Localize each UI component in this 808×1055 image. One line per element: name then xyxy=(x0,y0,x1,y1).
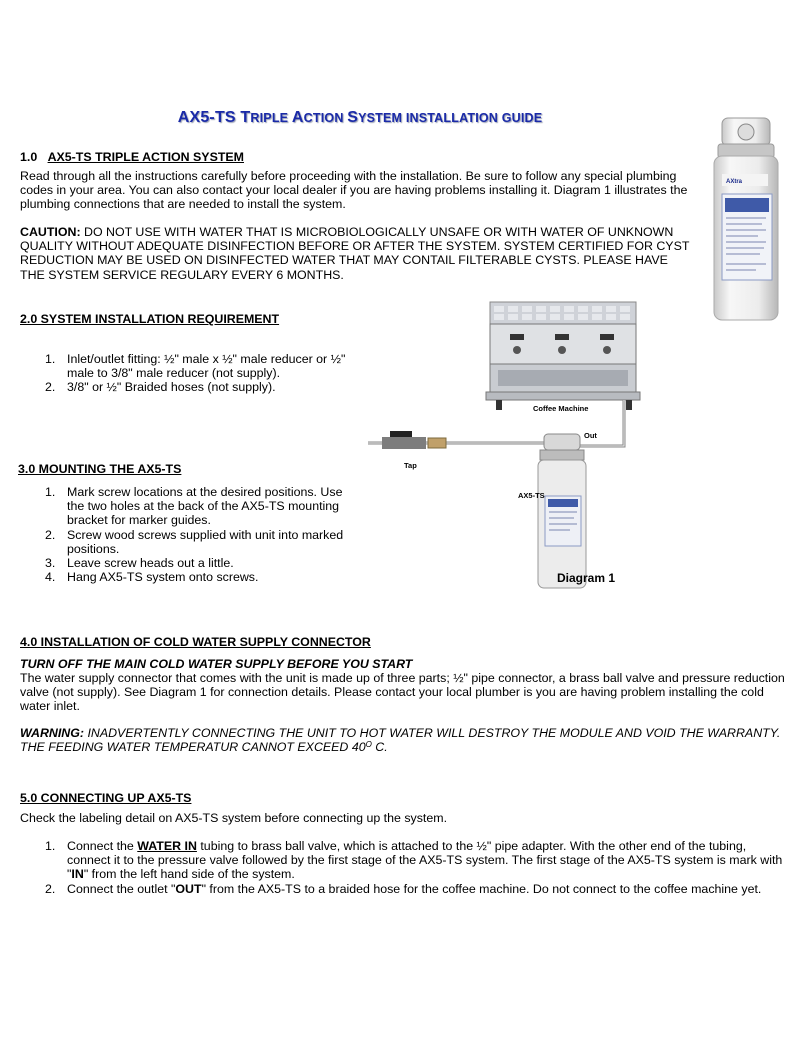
section-4-heading: 4.0 INSTALLATION OF COLD WATER SUPPLY CONNECTOR xyxy=(20,635,371,649)
list-item: 2. 3/8" or ½" Braided hoses (not supply). xyxy=(45,380,276,395)
warning-paragraph: WARNING: INADVERTENTLY CONNECTING THE UNIT TO HOT WATER WILL DESTROY THE MODULE AND VOID THE WARRANTY. THE FEEDING WATER TEMPERATUR CANNOT EXCEED $40^O$ C. xyxy=(20,726,781,755)
list-item: 2. Screw wood screws supplied with unit into marked positions. xyxy=(45,527,344,556)
section-3-heading: 3.0 MOUNTING THE AX5-TS xyxy=(18,462,182,476)
list-item: 1. Inlet/outlet fitting: ½" male x ½" male reducer or ½" male to 3/8" male reducer (not supply). xyxy=(45,352,346,381)
section-4-subheading: TURN OFF THE MAIN COLD WATER SUPPLY BEFORE YOU START xyxy=(20,657,413,671)
section-2-heading: 2.0 SYSTEM INSTALLATION REQUIREMENT xyxy=(20,312,280,326)
coffee-machine-label: Coffee Machine xyxy=(533,404,589,413)
list-item: 3. Leave screw heads out a little. xyxy=(45,556,234,571)
section-1-intro: Read through all the instructions carefully before proceeding with the installation. Be sure to follow any special plumbing codes in your area. You can also contact your local dealer if you are having problems installing it. Diagram 1 illustrates the plumbing connections that are needed to install the system. xyxy=(20,169,688,212)
page-title: AX5-TS TRIPLE ACTION SYSTEM INSTALLATION GUIDE xyxy=(177,109,543,126)
svg-text:AXtra: AXtra xyxy=(726,179,743,185)
caution-paragraph: CAUTION: DO NOT USE WITH WATER THAT IS MICROBIOLOGICALLY UNSAFE OR WITH WATER OF UNKNOWN QUALITY WITHOUT ADEQUATE DISINFECTION BEFORE OR AFTER THE SYSTEM. SYSTEM CERTIFIED FOR CYST REDUCTION MAY BE USED ON DISINFECTED WATER THAT MAY CONTAIL FILTERABLE CYSTS. PLEASE HAVE THE SYSTEM SERVICE REGULARY EVERY 6 MONTHS. xyxy=(20,225,690,282)
ax5-ts-unit-image xyxy=(538,434,586,588)
list-item: 4. Hang AX5-TS system onto screws. xyxy=(45,570,259,585)
diagram-1 xyxy=(360,300,660,600)
diagram-caption: Diagram 1 xyxy=(557,571,616,585)
tap-label: Tap xyxy=(404,461,417,470)
requirements-list xyxy=(20,352,350,395)
list-item: 1. Connect the WATER IN tubing to brass ball valve, which is attached to the ½" pipe adapter. With the other end of the tubing, connect it to the pressure valve followed by the first stage of the AX5-TS system. The first stage of the AX5-TS system is mark with "IN" from the left hand side of the system. xyxy=(45,839,783,882)
filter-cartridge-image xyxy=(708,114,784,326)
out-label: Out xyxy=(584,431,597,440)
section-5-intro: Check the labeling detail on AX5-TS system before connecting up the system. xyxy=(20,811,448,825)
unit-label: AX5-TS xyxy=(518,491,545,500)
section-4-text: The water supply connector that comes with the unit is made up of three parts; ½" pipe connector, a brass ball valve and pressure reduction valve (not supply). See Diagram 1 for connection details. Please contact your local plumber is you are having problem installing the cold water inlet. xyxy=(20,671,785,714)
list-item: 2. Connect the outlet "OUT" from the AX5-TS to a braided hose for the coffee machine. Do not connect to the coffee machine yet. xyxy=(45,881,762,896)
list-item: 1. Mark screw locations at the desired positions. Use the two holes at the back of the AX5-TS mounting bracket for marker guides. xyxy=(45,485,343,528)
section-1-heading: 1.0 AX5-TS TRIPLE ACTION SYSTEM xyxy=(20,150,244,164)
coffee-machine-image xyxy=(486,302,640,410)
mounting-list xyxy=(20,485,355,584)
section-5-heading: 5.0 CONNECTING UP AX5-TS xyxy=(20,791,192,805)
connecting-list xyxy=(20,839,792,896)
